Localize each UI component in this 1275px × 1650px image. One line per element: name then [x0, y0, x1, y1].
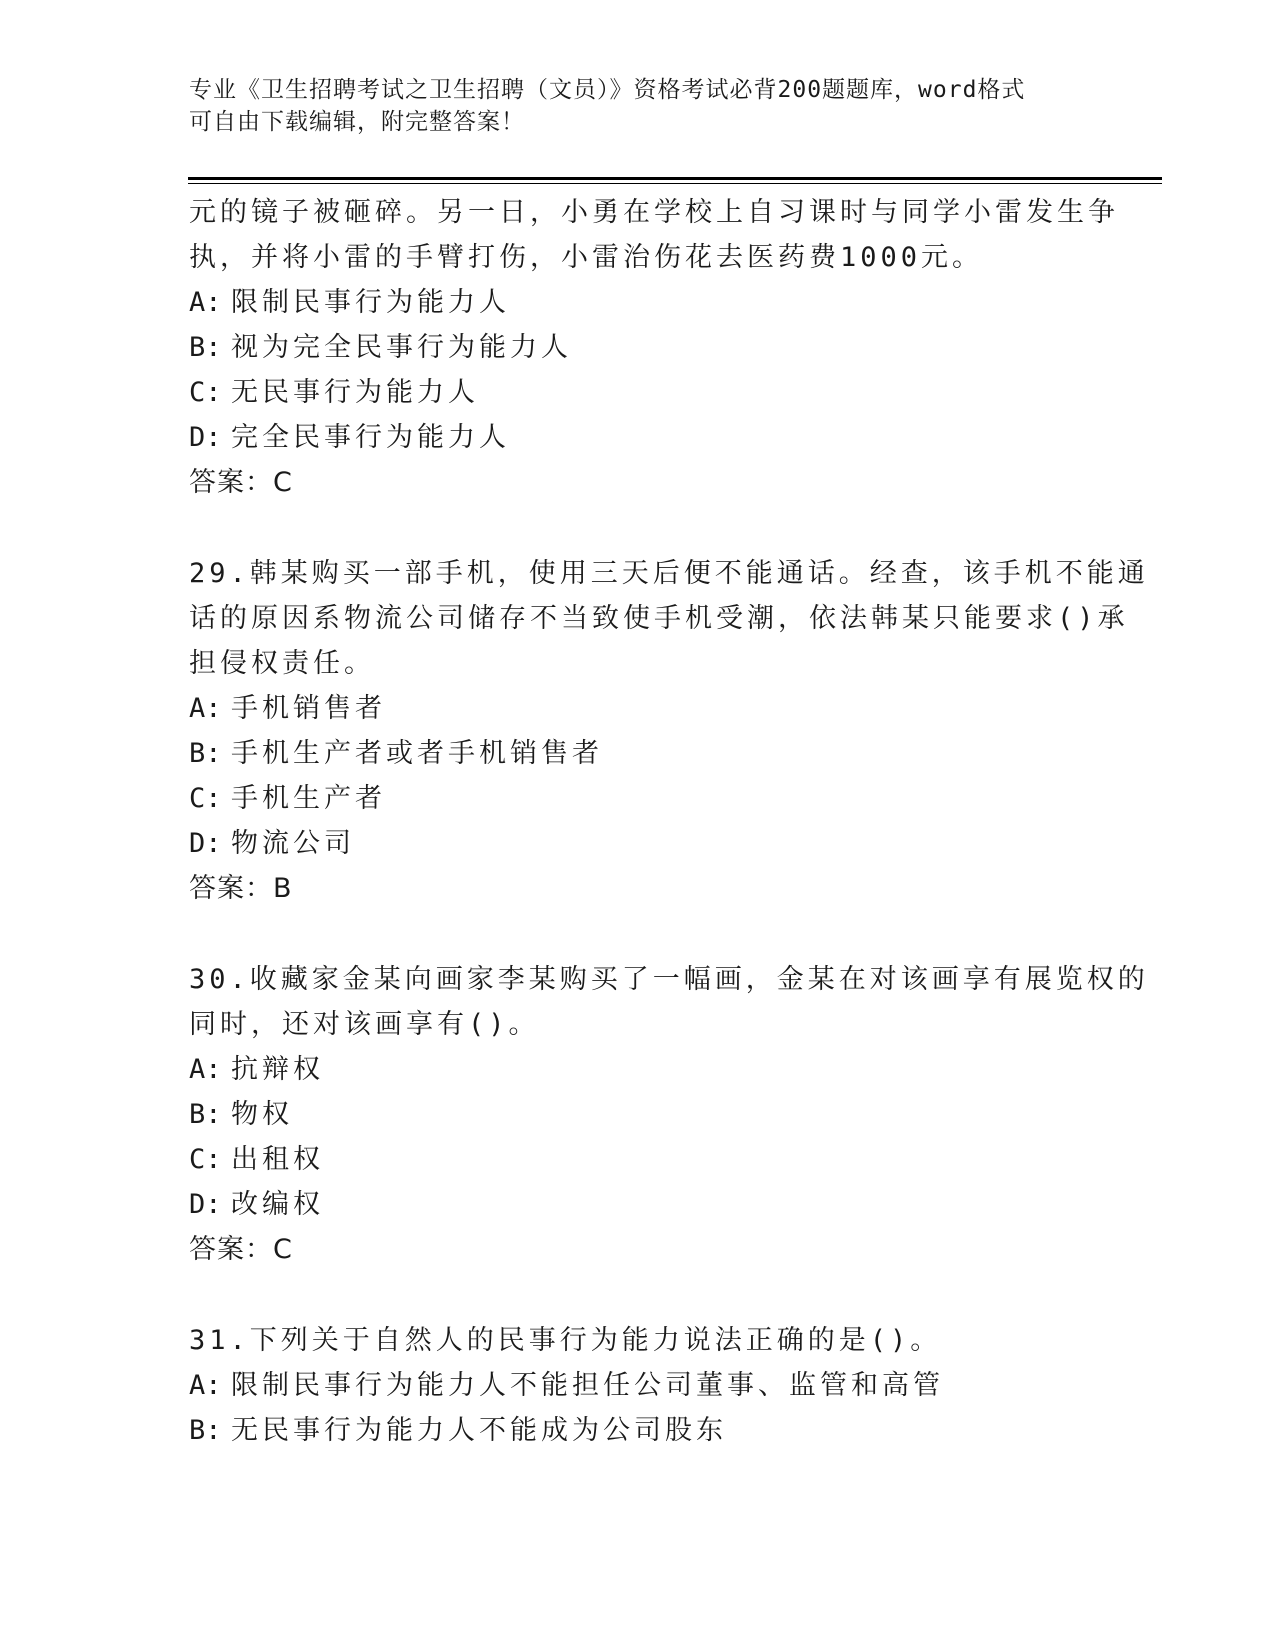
option-b	[189, 1092, 1089, 1137]
answer-line: 答案：B	[189, 873, 293, 904]
option-letter: D:	[189, 1189, 222, 1220]
option-letter: C:	[189, 783, 222, 814]
option-text: 物权	[231, 1099, 293, 1130]
question-text-line: 担侵权责任。	[189, 648, 375, 679]
option-letter: A:	[189, 1054, 222, 1085]
option-letter: B:	[189, 1099, 222, 1130]
option-letter: A:	[189, 287, 222, 318]
option-text: 完全民事行为能力人	[231, 422, 510, 453]
question-block-29	[189, 551, 1149, 911]
option-d	[189, 415, 1089, 460]
question-block-31	[189, 1318, 1089, 1453]
option-b	[189, 1408, 1089, 1453]
document-body	[189, 190, 1149, 1453]
question-text-line: 31.下列关于自然人的民事行为能力说法正确的是()。	[189, 1325, 942, 1356]
option-letter: B:	[189, 1415, 222, 1446]
question-block-continued	[189, 190, 1119, 505]
option-c	[189, 1137, 1089, 1182]
option-d	[189, 821, 1089, 866]
header-title-line-1: 专业《卫生招聘考试之卫生招聘（文员）》资格考试必背200题题库，word格式	[189, 77, 1026, 103]
option-letter: D:	[189, 828, 222, 859]
option-text: 出租权	[231, 1144, 324, 1175]
option-a	[189, 686, 1089, 731]
option-text: 视为完全民事行为能力人	[231, 332, 572, 363]
question-text-line: 执，并将小雷的手臂打伤，小雷治伤花去医药费1000元。	[189, 242, 984, 273]
option-letter: D:	[189, 422, 222, 453]
question-text-line: 元的镜子被砸碎。另一日，小勇在学校上自习课时与同学小雷发生争	[189, 197, 1119, 228]
option-text: 手机生产者	[231, 783, 386, 814]
option-a	[189, 1047, 1089, 1092]
option-text: 物流公司	[231, 828, 355, 859]
option-text: 手机销售者	[231, 693, 386, 724]
question-text-line: 29.韩某购买一部手机，使用三天后便不能通话。经查，该手机不能通	[189, 558, 1149, 589]
option-text: 无民事行为能力人	[231, 377, 479, 408]
option-a	[189, 280, 1089, 325]
answer-line: 答案：C	[189, 1234, 293, 1265]
document-header	[189, 74, 1089, 138]
option-c	[189, 370, 1089, 415]
option-letter: C:	[189, 1144, 222, 1175]
option-text: 改编权	[231, 1189, 324, 1220]
question-text-line: 同时，还对该画享有()。	[189, 1009, 540, 1040]
header-divider-thin	[188, 183, 1162, 184]
option-text: 无民事行为能力人不能成为公司股东	[231, 1415, 727, 1446]
option-text: 抗辩权	[231, 1054, 324, 1085]
option-d	[189, 1182, 1089, 1227]
option-a	[189, 1363, 1089, 1408]
option-text: 限制民事行为能力人不能担任公司董事、监管和高管	[231, 1370, 944, 1401]
header-divider-thick	[188, 177, 1162, 180]
option-letter: A:	[189, 693, 222, 724]
option-letter: C:	[189, 377, 222, 408]
option-text: 限制民事行为能力人	[231, 287, 510, 318]
question-text-line: 30.收藏家金某向画家李某购买了一幅画，金某在对该画享有展览权的	[189, 964, 1149, 995]
option-b	[189, 731, 1089, 776]
answer-line: 答案：C	[189, 467, 293, 498]
option-c	[189, 776, 1089, 821]
option-b	[189, 325, 1089, 370]
option-letter: A:	[189, 1370, 222, 1401]
option-letter: B:	[189, 738, 222, 769]
question-block-30	[189, 957, 1149, 1272]
question-text-line: 话的原因系物流公司储存不当致使手机受潮，依法韩某只能要求()承	[189, 603, 1129, 634]
option-text: 手机生产者或者手机销售者	[231, 738, 603, 769]
option-letter: B:	[189, 332, 222, 363]
header-title-line-2: 可自由下载编辑，附完整答案！	[189, 109, 525, 135]
